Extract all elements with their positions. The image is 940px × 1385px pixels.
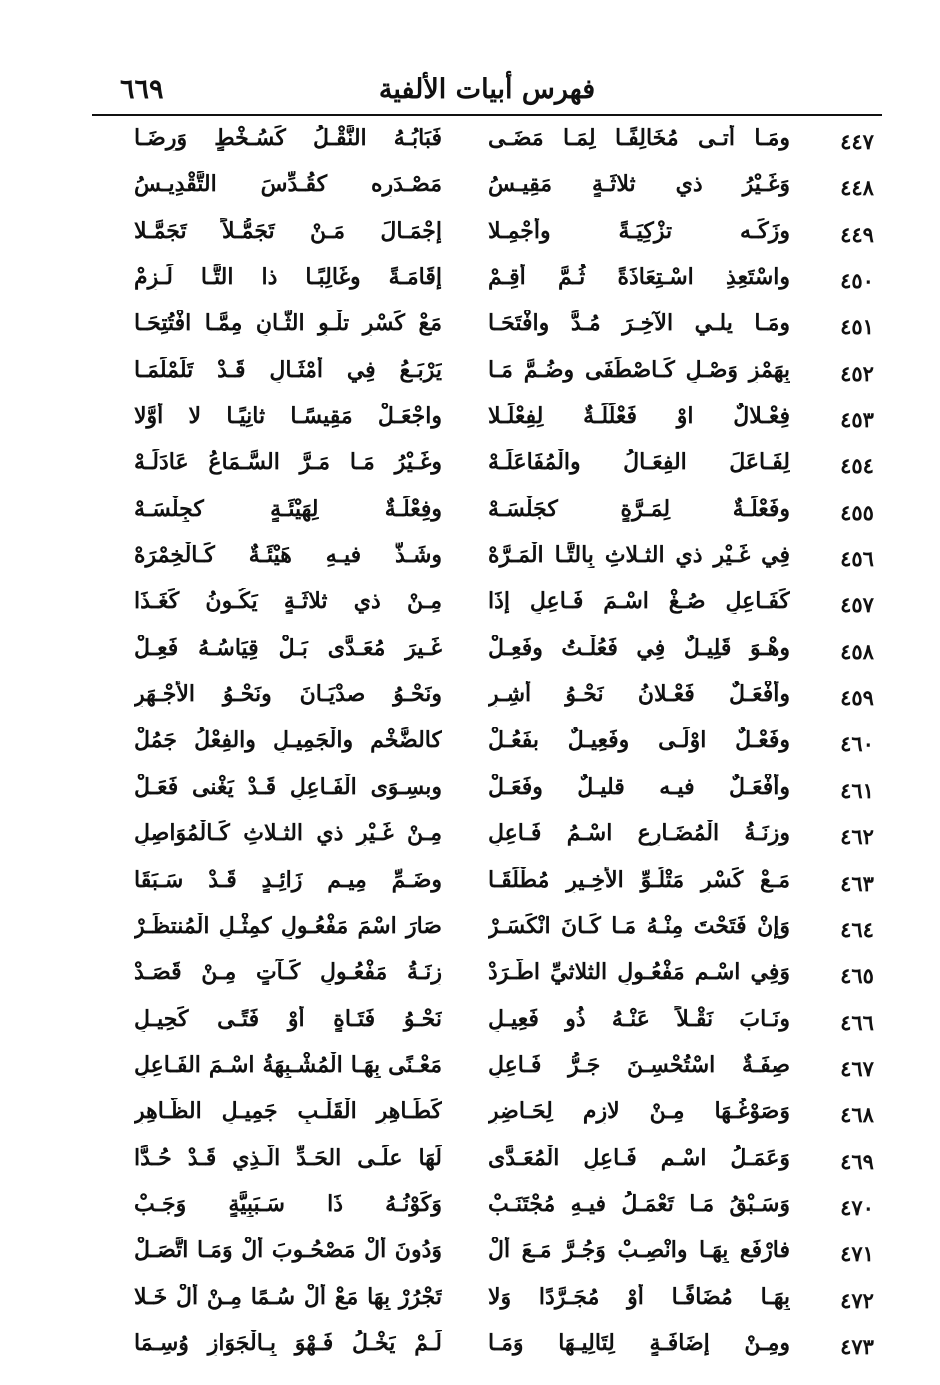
verse-first-hemistich: ومَـا أتـى مُخَالِفًـا لِمَـا مَضَـى: [488, 125, 790, 151]
verse-number: ٤٥٠: [840, 268, 874, 294]
verse-first-hemistich: وزِنَـةُ الْمُضَـارِعِ اسْـمُ فَـاعِلِ: [488, 820, 790, 847]
verse-number: ٤٧٣: [840, 1333, 874, 1359]
verse-second-hemistich: تَجْرُرْ بِهَا مَعْ ألْ سُـمًا مِـنْ ألْ خَـلا: [134, 1283, 442, 1310]
verse-first-hemistich: لِفَـاعَلَ الفِعَـالُ والْمُفَاعَلَـهْ: [488, 449, 790, 476]
verse-list: [0, 120, 940, 1371]
verse-second-hemistich: كالضَّخْمِ والْجَمِيـلِ والفِعْلُ جَمُلْ: [134, 727, 442, 754]
verse-number: ٤٧٢: [840, 1287, 874, 1313]
verse-first-hemistich: ومِـنْ إضَافَـةٍ لِتَالِيـهَا وَمَـا: [488, 1329, 790, 1356]
verse-row: [0, 1186, 940, 1232]
verse-row: [0, 259, 940, 305]
verse-number: ٤٧٠: [840, 1194, 874, 1220]
page-number: ٦٦٩: [120, 74, 164, 105]
verse-second-hemistich: وغَـيْرُ مَـا مَـرَّ السَّـمَاعُ عَادَلَـهْ: [134, 449, 442, 476]
verse-row: [0, 1001, 940, 1047]
verse-row: [0, 352, 940, 398]
verse-number: ٤٦٢: [840, 824, 874, 850]
verse-number: ٤٦١: [840, 777, 874, 803]
verse-number: ٤٦٠: [840, 731, 874, 757]
page-title: فهرس أبيات الألفية: [378, 74, 596, 105]
verse-second-hemistich: مَعْ كَسْرِ تلْـوِ الثَّـانِ مِمَّـا افْتُتِحَـا: [134, 310, 442, 337]
verse-row: [0, 1093, 940, 1139]
verse-row: [0, 398, 940, 444]
verse-number: ٤٦٥: [840, 963, 874, 989]
verse-number: ٤٦٨: [840, 1102, 874, 1128]
verse-row: [0, 213, 940, 259]
verse-row: [0, 862, 940, 908]
verse-second-hemistich: إجْمَـالَ مَـنْ تَجَمُّـلاً تَجَمَّـلا: [134, 217, 442, 244]
verse-first-hemistich: ومَـا يلـي الآخِـرَ مُـدَّ وافْتَحَـا: [488, 310, 790, 337]
verse-row: [0, 120, 940, 166]
verse-second-hemistich: ونَحْـوُ صدْيَـانَ ونَحْـوُ الأجْـهَرِ: [134, 681, 442, 708]
verse-number: ٤٥٨: [840, 638, 874, 664]
verse-first-hemistich: فِي غَـيْرِ ذي الثـلاثِ بِالتَّـا الْمَـرَّهْ: [488, 542, 790, 569]
verse-row: [0, 908, 940, 954]
verse-number: ٤٦٦: [840, 1009, 874, 1035]
verse-second-hemistich: وَكَوْنُـهُ ذَا سَـبَبِيَّةٍ وَجَـبْ: [134, 1190, 442, 1217]
verse-first-hemistich: مَـعْ كَسْرِ مَتْلُـوِّ الأخِـيرِ مُطْلَقَـا: [488, 866, 790, 893]
verse-first-hemistich: كَفَـاعِلٍ صُـغْ اسْـمَ فَـاعِلٍ إذَا: [488, 588, 790, 615]
verse-row: [0, 676, 940, 722]
verse-second-hemistich: زِنَـةُ مَفْعُـولٍ كَـآتٍ مِـنْ قَصَـدْ: [134, 959, 442, 986]
verse-first-hemistich: فارْفَع بِهَـا وانْصِـبْ وَجُـرَّ مَـعَ ألْ: [488, 1237, 790, 1264]
verse-number: ٤٦٩: [840, 1148, 874, 1174]
verse-second-hemistich: لَـمْ يَخْـلُ فَـهْوَ بِـالْجَوَازِ وُسِـمَا: [134, 1329, 442, 1356]
verse-second-hemistich: غَـيرَ مُعَـدًّى بَـلْ قِيَاسُـهُ فَعِـلْ: [134, 634, 442, 661]
header-rule: [92, 114, 882, 116]
verse-number: ٤٤٧: [840, 129, 874, 154]
verse-number: ٤٥٩: [840, 685, 874, 711]
verse-number: ٤٥٢: [840, 360, 874, 386]
verse-first-hemistich: وفَعْلَـةٌ لِمَـرَّةٍ كجَلْسَـهْ: [488, 495, 790, 522]
verse-row: [0, 769, 940, 815]
verse-number: ٤٤٨: [840, 175, 874, 201]
verse-second-hemistich: إقَامَـةً وغَالِبًـا ذا التَّـا لَـزِمْ: [134, 264, 442, 291]
verse-number: ٤٥٤: [840, 453, 874, 479]
verse-row: [0, 444, 940, 490]
verse-second-hemistich: لَهَا علَـى الحَـدِّ الَّـذِي قَـدْ حُـدَّا: [134, 1144, 442, 1171]
verse-row: [0, 166, 940, 212]
verse-first-hemistich: وهْـوَ قَلِيـلٌ فِي فَعُلْـتُ وفَعِـلْ: [488, 634, 790, 661]
verse-second-hemistich: وضَـمِّ مِيـمٍ زَائِـدٍ قَـدْ سَـبَقَا: [134, 866, 442, 893]
verse-number: ٤٥٧: [840, 592, 874, 618]
verse-first-hemistich: بِهَمْزِ وَصْـلٍ كَـاصْطَفَى وضُـمَّ مَـا: [488, 356, 790, 383]
verse-number: ٤٦٤: [840, 916, 874, 942]
verse-number: ٤٦٧: [840, 1055, 874, 1081]
verse-row: [0, 1140, 940, 1186]
verse-second-hemistich: مَصْـدَرِه كقُـدِّسَ التَّقْدِيـسُ: [134, 171, 442, 198]
verse-row: [0, 1325, 940, 1371]
verse-row: [0, 815, 940, 861]
verse-first-hemistich: فِعْـلالٌ اوْ فَعْلَلَـةٌ لِفِعْلَـلا: [488, 403, 790, 430]
verse-row: [0, 537, 940, 583]
page-header: [92, 72, 882, 112]
verse-number: ٤٥٣: [840, 407, 874, 433]
verse-number: ٤٧١: [840, 1241, 874, 1267]
verse-first-hemistich: ونَـابَ نَقْـلاً عَنْـهُ ذُو فَعِيـلِ: [488, 1005, 790, 1032]
verse-first-hemistich: وفَعْـلٌ اوْلَـى وفَعِيـلٌ بفَعُـلْ: [488, 727, 790, 754]
verse-second-hemistich: فَبَابُـهُ النَّقْـلُ كَسُـخْطٍ وَرِضَـا: [134, 125, 442, 151]
verse-first-hemistich: وَغَـيْرُ ذي ثلاثَـةٍ مَقِيـسُ: [488, 171, 790, 198]
verse-first-hemistich: وَصَوْغُـهَا مِـنْ لازِمٍ لِحَـاضِرِ: [488, 1098, 790, 1125]
verse-first-hemistich: وَسَـبْقُ مَـا تَعْمَـلُ فيـهِ مُجْتَنَـبْ: [488, 1190, 790, 1217]
verse-first-hemistich: واسْتَعِذِ اسْـتِعَاذَةً ثُـمَّ أقِـمْ: [488, 264, 790, 291]
verse-second-hemistich: مِـنْ ذي ثلاثَـةٍ يَكُـونُ كَغَـذَا: [134, 588, 442, 615]
verse-second-hemistich: وبسِـوَى الْفَـاعِلِ قَـدْ يَغْنى فَعَـلْ: [134, 773, 442, 800]
verse-row: [0, 1232, 940, 1278]
verse-second-hemistich: وفِعْلَـةٌ لِهَيْئَـةٍ كجِلْسَـهْ: [134, 495, 442, 522]
verse-second-hemistich: وشَـذَّ فيـهِ هَيْئَـةٌ كَـالْخِمْرَهْ: [134, 542, 442, 569]
verse-second-hemistich: نَحْـوُ فَتَـاةٍ أوْ فَتًـى كَحِيـلِ: [134, 1005, 442, 1032]
verse-first-hemistich: بِهَـا مُضَافًـا أوْ مُجَـرَّدًا وَلا: [488, 1283, 790, 1310]
verse-second-hemistich: يَرْبَـعُ فِي أمْثَـالِ قَـدْ تَلَمْلَمَـا: [134, 356, 442, 383]
verse-second-hemistich: وَدُونَ ألْ مَصْحُـوبَ ألْ وَمَـا اتَّصَـلْ: [134, 1237, 442, 1264]
verse-second-hemistich: صَارَ اسْمَ مَفْعُـولٍ كمِثْـلِ الْمُنتظَـرْ: [134, 912, 442, 939]
verse-first-hemistich: وَإنْ فَتَحْتَ مِنْـهُ مَـا كَـانَ انْكَسَـرْ: [488, 912, 790, 939]
verse-row: [0, 583, 940, 629]
verse-number: ٤٥٦: [840, 546, 874, 572]
verse-first-hemistich: وَفِي اسْـمِ مَفْعُـولِ الثلاثيِّ اطَّـرَدْ: [488, 959, 790, 986]
verse-row: [0, 954, 940, 1000]
verse-row: [0, 1047, 940, 1093]
verse-row: [0, 722, 940, 768]
verse-second-hemistich: واجْعَـلْ مَقِيسًـا ثانِيًـا لا أوَّلا: [134, 403, 442, 430]
verse-number: ٤٦٣: [840, 870, 874, 896]
verse-row: [0, 630, 940, 676]
verse-first-hemistich: وزَكِّـه تزْكِيَـةً وأجْمِـلا: [488, 217, 790, 244]
verse-row: [0, 491, 940, 537]
verse-number: ٤٥٥: [840, 499, 874, 525]
verse-first-hemistich: وَعَمَـلُ اسْـمِ فَـاعِلِ الْمُعَـدَّى: [488, 1144, 790, 1171]
verse-first-hemistich: وأفْعَـلٌ فيـه قليـلٌ وفَعَـلْ: [488, 773, 790, 800]
verse-first-hemistich: وأفْعَـلٌ فَعْـلانُ نَحْـوُ أشِـرِ: [488, 681, 790, 708]
verse-number: ٤٥١: [840, 314, 874, 340]
verse-second-hemistich: مَعْـنًى بِهَـا الْمُشْـبِهَةُ اسْـمَ الفَـاعِلِ: [134, 1051, 442, 1078]
verse-row: [0, 1279, 940, 1325]
verse-row: [0, 305, 940, 351]
verse-number: ٤٤٩: [840, 221, 874, 247]
verse-second-hemistich: كَطَـاهِرِ الْقَلْـبِ جَمِيـلِ الظَّـاهِرِ: [134, 1098, 442, 1125]
verse-first-hemistich: صِفَـةٌ اسْتُحْسِـنَ جَـرُّ فَـاعِلِ: [488, 1051, 790, 1078]
verse-second-hemistich: مِـنْ غَـيْرِ ذي الثـلاثِ كَـالْمُوَاصِلِ: [134, 820, 442, 847]
